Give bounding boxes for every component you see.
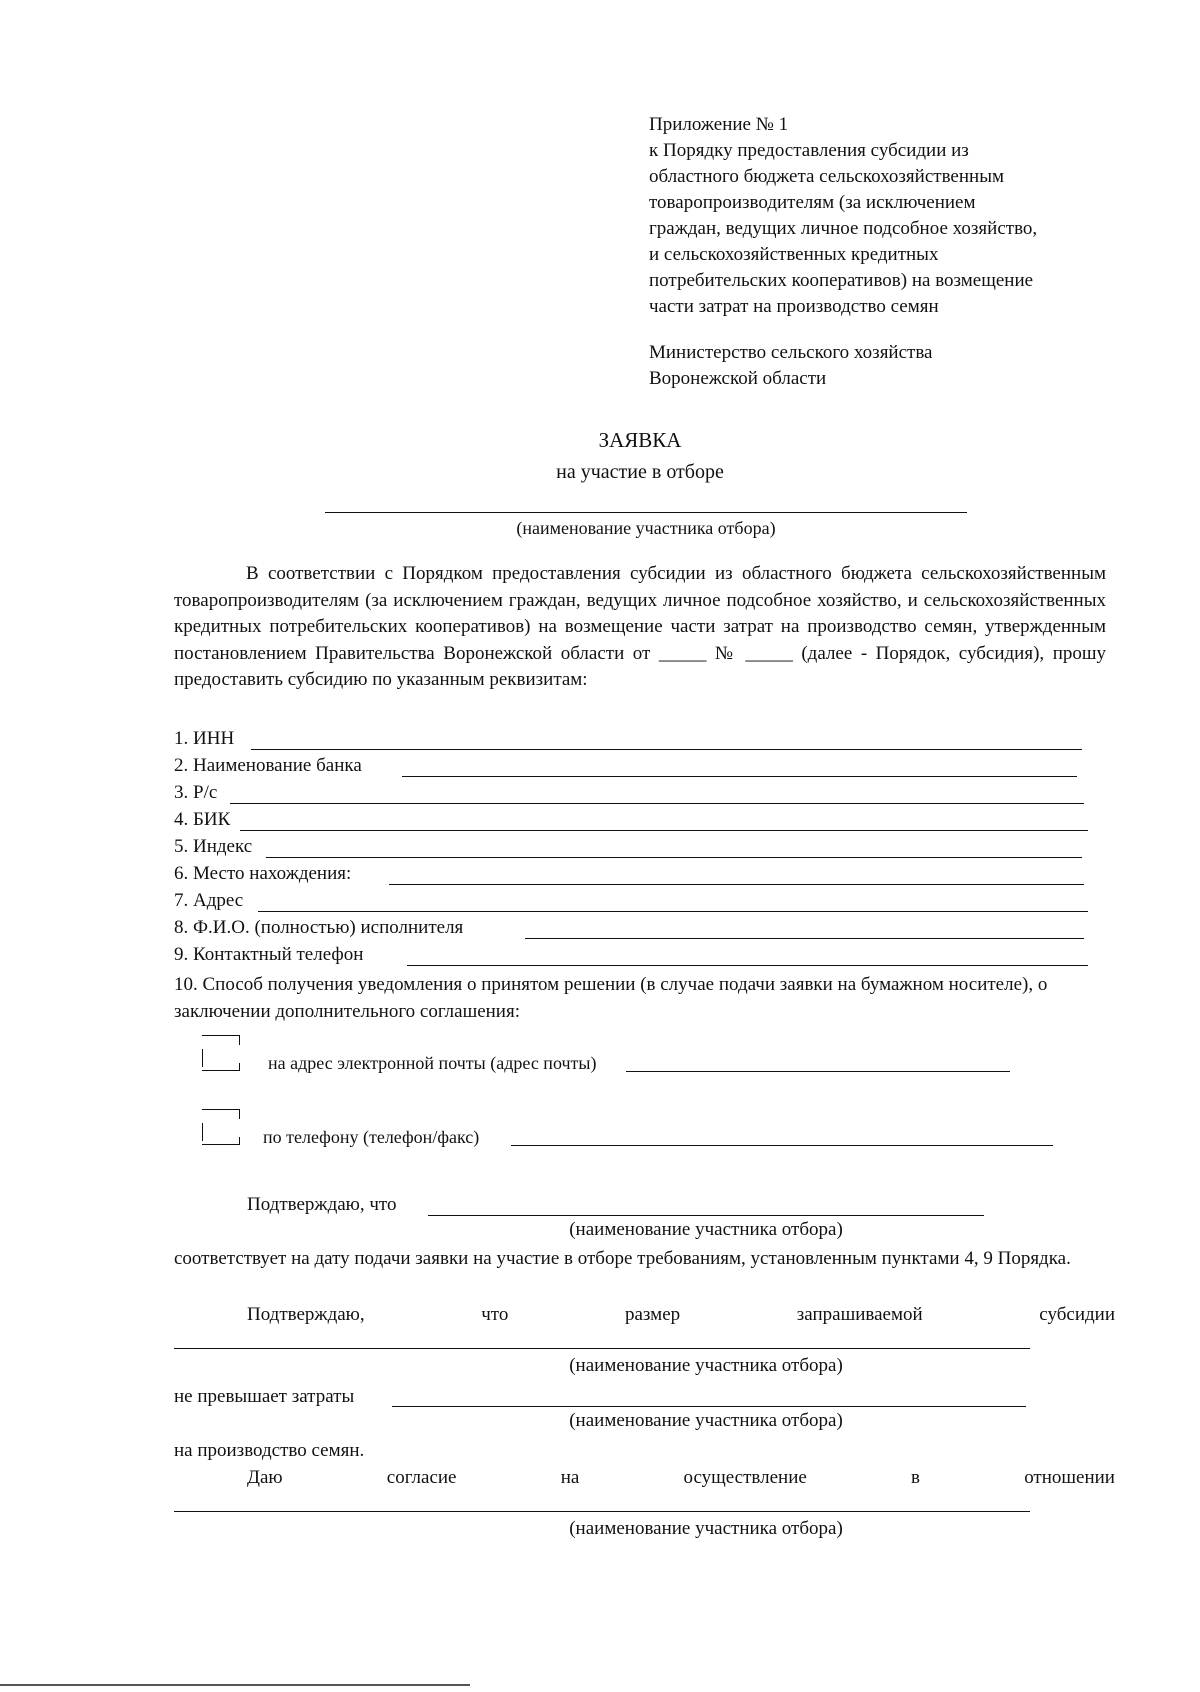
annex-line: потребительских кооперативов) на возмещение <box>649 270 1034 291</box>
account-input-line[interactable] <box>230 803 1084 804</box>
not-exceed-label: не превышает затраты <box>174 1386 355 1407</box>
word: размер <box>625 1304 681 1325</box>
field-label: 5. Индекс <box>174 836 253 857</box>
phone-input-line[interactable] <box>407 965 1088 966</box>
annex-header <box>649 112 1119 320</box>
field-index <box>174 834 1014 861</box>
phone-option-checkbox[interactable] <box>200 1109 240 1145</box>
notification-label: 10. Способ получения уведомления о принятом решении (в случае подачи заявки на бумажном носителе), о заключении дополнительного соглашения: <box>174 974 1048 1022</box>
participant-name-line[interactable] <box>325 512 967 513</box>
email-address-input-line[interactable] <box>626 1071 1010 1072</box>
not-exceed-participant-line[interactable] <box>392 1406 1026 1407</box>
phone-fax-input-line[interactable] <box>511 1145 1053 1146</box>
word: запрашиваемой <box>796 1304 923 1325</box>
location-input-line[interactable] <box>389 884 1084 885</box>
confirm2-line <box>247 1302 1115 1328</box>
field-bank-name <box>174 753 1014 780</box>
addressee-line: Воронежской области <box>649 368 827 389</box>
word: согласие <box>386 1467 457 1488</box>
word: в <box>911 1467 920 1488</box>
executor-input-line[interactable] <box>525 938 1084 939</box>
phone-option-label: по телефону (телефон/факс) <box>263 1127 480 1147</box>
field-label: 8. Ф.И.О. (полностью) исполнителя <box>174 917 464 938</box>
field-label: 4. БИК <box>174 809 231 830</box>
participant-caption: (наименование участника отбора) <box>569 1219 843 1240</box>
annex-line: областного бюджета сельскохозяйственным <box>649 166 1004 187</box>
bank-name-input-line[interactable] <box>402 776 1077 777</box>
word: осуществление <box>683 1467 807 1488</box>
annex-line: к Порядку предоставления субсидии из <box>649 140 969 161</box>
intro-paragraph: В соответствии с Порядком предоставления субсидии из областного бюджета сельскохозяйственным товаропроизводителям (за исключением граждан, ведущих личное подсобное хозяйство, и сельскохозяйственных кредитных потребительских кооперативов) на возмещение части затрат на производство семян, утвержденным постановлением Правительства Воронежской области от _____ № _____ (далее - Порядок, субсидия), прошу предоставить субсидию по указанным реквизитам: <box>174 563 1106 690</box>
consent-line <box>247 1465 1115 1491</box>
field-location <box>174 861 1014 888</box>
index-input-line[interactable] <box>266 857 1082 858</box>
confirm2-end: на производство семян. <box>174 1440 365 1461</box>
participant-caption: (наименование участника отбора) <box>569 1355 843 1376</box>
field-inn <box>174 726 1014 753</box>
confirm1-participant-line[interactable] <box>428 1215 984 1216</box>
annex-line: граждан, ведущих личное подсобное хозяйство, <box>649 218 1038 239</box>
field-label: 2. Наименование банка <box>174 755 362 776</box>
word: отношении <box>1024 1467 1115 1488</box>
annex-line: Приложение № 1 <box>649 114 789 135</box>
field-label: 6. Место нахождения: <box>174 863 352 884</box>
consent-participant-line[interactable] <box>174 1511 1030 1512</box>
word: Подтверждаю, <box>247 1304 365 1325</box>
field-label: 9. Контактный телефон <box>174 944 364 965</box>
field-label: 3. Р/с <box>174 782 218 803</box>
participant-caption: (наименование участника отбора) <box>516 518 776 538</box>
word: что <box>481 1304 509 1325</box>
participant-caption: (наименование участника отбора) <box>569 1410 843 1431</box>
page-bottom-edge <box>0 1684 470 1686</box>
field-account <box>174 780 1014 807</box>
addressee-line: Министерство сельского хозяйства <box>649 342 933 363</box>
word: на <box>560 1467 580 1488</box>
address-input-line[interactable] <box>258 911 1088 912</box>
inn-input-line[interactable] <box>251 749 1082 750</box>
document-subtitle: на участие в отборе <box>556 461 724 483</box>
field-phone <box>174 942 1014 969</box>
email-option-checkbox[interactable] <box>200 1035 240 1071</box>
word: Даю <box>247 1467 283 1488</box>
confirm1-prefix: Подтверждаю, что <box>247 1194 397 1215</box>
field-label: 1. ИНН <box>174 728 235 749</box>
addressee <box>649 340 933 392</box>
document-title: ЗАЯВКА <box>598 428 682 452</box>
bik-input-line[interactable] <box>240 830 1088 831</box>
confirm1-continuation: соответствует на дату подачи заявки на участие в отборе требованиям, установленным пунктами 4, 9 Порядка. <box>174 1248 1071 1269</box>
word: субсидии <box>1039 1304 1115 1325</box>
annex-line: и сельскохозяйственных кредитных <box>649 244 939 265</box>
field-bik <box>174 807 1014 834</box>
annex-line: части затрат на производство семян <box>649 296 939 317</box>
annex-line: товаропроизводителям (за исключением <box>649 192 976 213</box>
email-option-label: на адрес электронной почты (адрес почты) <box>268 1053 597 1073</box>
field-address <box>174 888 1014 915</box>
participant-caption: (наименование участника отбора) <box>569 1518 843 1539</box>
field-executor <box>174 915 1014 942</box>
field-label: 7. Адрес <box>174 890 244 911</box>
confirm2-participant-line[interactable] <box>174 1348 1030 1349</box>
